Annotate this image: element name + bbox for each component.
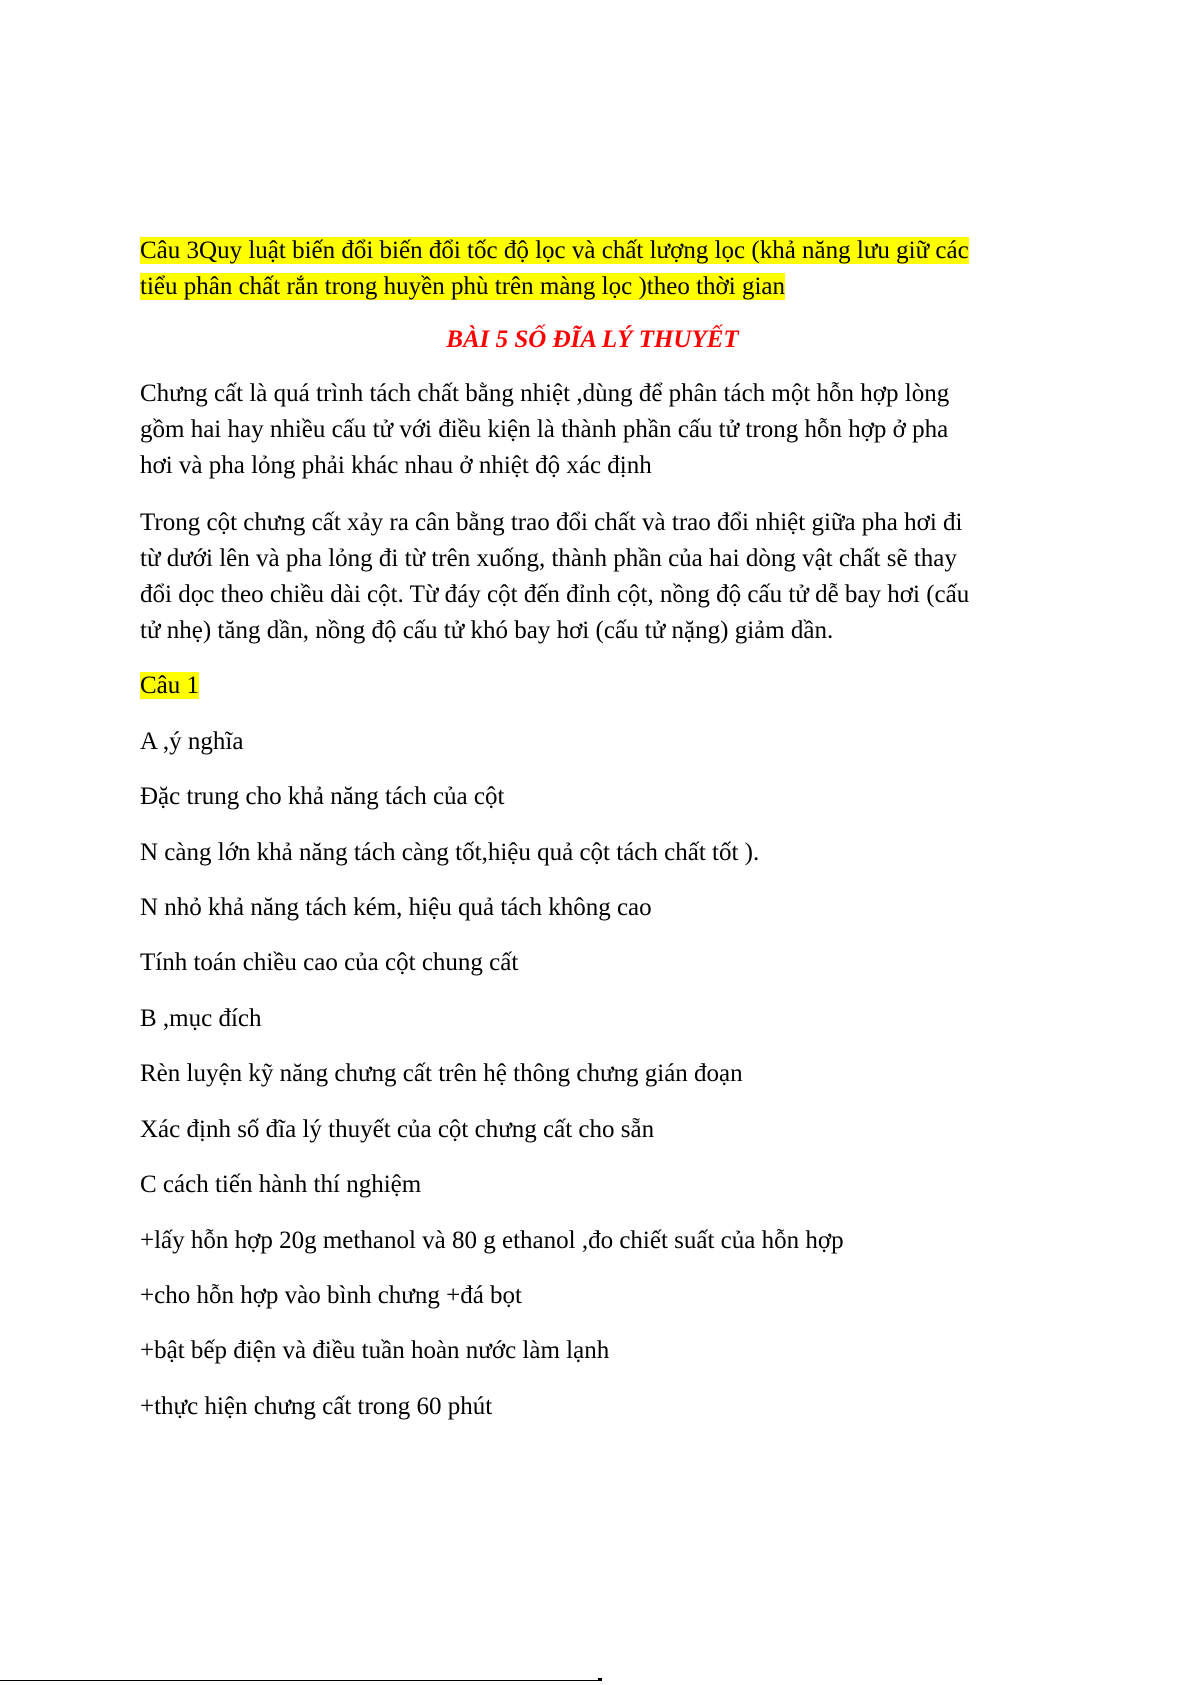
item-11: +bật bếp điện và điều tuần hoàn nước làm lạnh	[140, 1337, 610, 1364]
paragraph2-line3: đổi dọc theo chiều dài cột. Từ đáy cột đến đỉnh cột, nồng độ cấu tử dễ bay hơi (cấu	[140, 581, 970, 608]
question3-block	[140, 233, 1045, 305]
item-8: C cách tiến hành thí nghiệm	[140, 1171, 422, 1198]
paragraph2-line2: từ dưới lên và pha lỏng đi từ trên xuống, thành phần của hai dòng vật chất sẽ thay	[140, 545, 957, 572]
paragraph1-line1: Chưng cất là quá trình tách chất bằng nhiệt ,dùng để phân tách một hỗn hợp lòng	[140, 380, 950, 407]
question3-line1: Câu 3Quy luật biến đổi biến đổi tốc độ lọc và chất lượng lọc (khả năng lưu giữ các	[140, 237, 969, 264]
question1-label-block	[140, 668, 1045, 704]
item-2: N càng lớn khả năng tách càng tốt,hiệu quả cột tách chất tốt ).	[140, 839, 760, 866]
question1-label: Câu 1	[140, 672, 200, 699]
item-5: B ,mục đích	[140, 1005, 262, 1032]
section-title: BÀI 5 SỐ ĐĨA LÝ THUYẾT	[446, 326, 739, 353]
item-10: +cho hỗn hợp vào bình chưng +đá bọt	[140, 1282, 522, 1309]
paragraph2-line4: tử nhẹ) tăng dần, nồng độ cấu tử khó bay hơi (cấu tử nặng) giảm dần.	[140, 617, 834, 644]
footer-divider	[0, 1680, 598, 1681]
item-1: Đặc trung cho khả năng tách của cột	[140, 783, 505, 810]
item-4: Tính toán chiều cao của cột chung cất	[140, 949, 519, 976]
item-9: +lấy hỗn hợp 20g methanol và 80 g ethanol ,đo chiết suất của hỗn hợp	[140, 1227, 844, 1254]
item-3: N nhỏ khả năng tách kém, hiệu quả tách không cao	[140, 894, 652, 921]
paragraph2-line1: Trong cột chưng cất xảy ra cân bằng trao đổi chất và trao đổi nhiệt giữa pha hơi đi	[140, 509, 963, 536]
paragraph-column	[140, 505, 1045, 649]
footer-divider-end	[598, 1678, 602, 1681]
paragraph1-line2: gồm hai hay nhiều cấu tử với điều kiện là thành phần cấu tử trong hỗn hợp ở pha	[140, 416, 949, 443]
item-7: Xác định số đĩa lý thuyết của cột chưng cất cho sẵn	[140, 1116, 655, 1143]
item-6: Rèn luyện kỹ năng chưng cất trên hệ thông chưng gián đoạn	[140, 1060, 743, 1087]
paragraph1-line3: hơi và pha lỏng phải khác nhau ở nhiệt độ xác định	[140, 452, 652, 479]
paragraph-distillation	[140, 376, 1045, 484]
item-0: A ,ý nghĩa	[140, 728, 244, 755]
item-12: +thực hiện chưng cất trong 60 phút	[140, 1393, 493, 1420]
question3-line2: tiểu phân chất rắn trong huyền phù trên màng lọc )theo thời gian	[140, 273, 785, 300]
